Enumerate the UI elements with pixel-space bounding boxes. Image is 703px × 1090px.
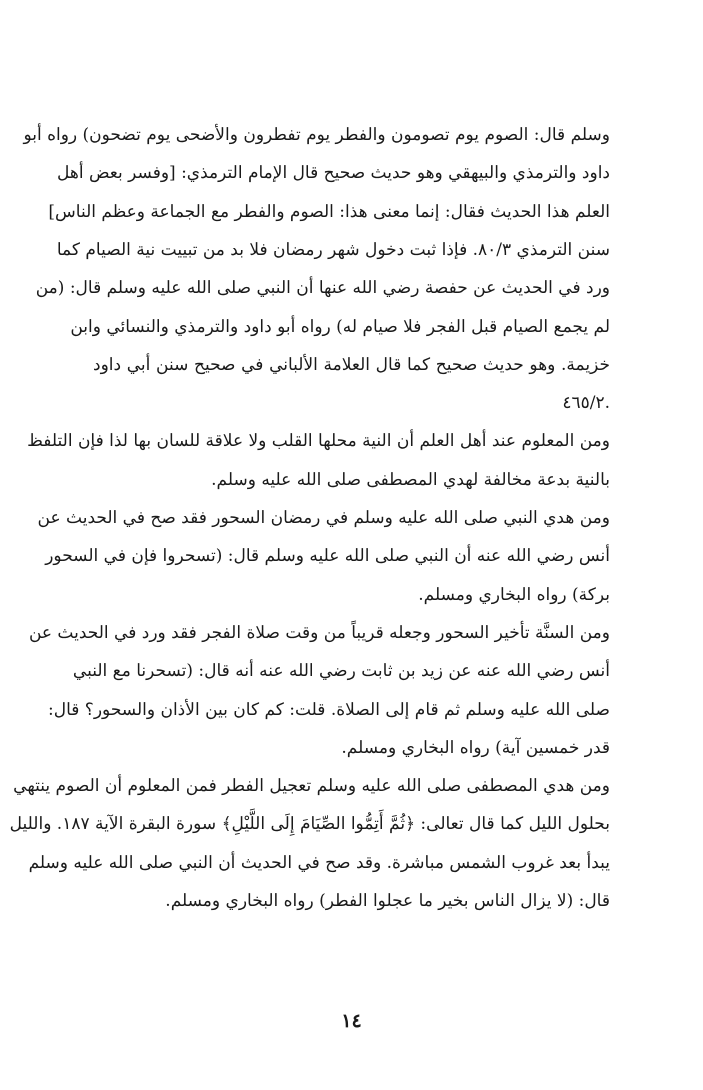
text-line: ورد في الحديث عن حفصة رضي الله عنها أن النبي صلى الله عليه وسلم قال: (من [35, 278, 610, 299]
text-line: بحلول الليل كما قال تعالى: ﴿ثُمَّ أَتِمُّوا الصِّيَامَ إِلَى اللَّيْلِ﴾ سورة البقرة الآية ١٨٧. والليل [9, 814, 610, 835]
text-line: العلم هذا الحديث فقال: إنما معنى هذا: الصوم والفطر مع الجماعة وعظم الناس] [48, 201, 610, 222]
text-line: يبدأ بعد غروب الشمس مباشرة. وقد صح في الحديث أن النبي صلى الله عليه وسلم [28, 852, 610, 873]
text-line: ٤٦٥/٢. [562, 393, 610, 414]
text-line: بالنية بدعة مخالفة لهدي المصطفى صلى الله عليه وسلم. [211, 469, 610, 490]
text-line: لم يجمع الصيام قبل الفجر فلا صيام له) رواه أبو داود والترمذي والنسائي وابن [70, 316, 610, 337]
text-line: أنس رضي الله عنه عن زيد بن ثابت رضي الله عنه أنه قال: (تسحرنا مع النبي [72, 661, 610, 682]
text-line: ومن السنَّة تأخير السحور وجعله قريباً من وقت صلاة الفجر فقد ورد في الحديث عن [28, 622, 610, 643]
text-line: خزيمة. وهو حديث صحيح كما قال العلامة الألباني في صحيح سنن أبي داود [93, 354, 610, 375]
text-line: بركة) رواه البخاري ومسلم. [418, 584, 610, 605]
page-number: ١٤ [341, 1010, 362, 1032]
text-line: سنن الترمذي ٨٠/٣. فإذا ثبت دخول شهر رمضان فلا بد من تبييت نية الصيام كما [56, 239, 610, 260]
text-line: داود والترمذي والبيهقي وهو حديث صحيح قال الإمام الترمذي: [وفسر بعض أهل [57, 163, 610, 184]
text-line: صلى الله عليه وسلم ثم قام إلى الصلاة. قلت: كم كان بين الأذان والسحور؟ قال: [48, 699, 610, 720]
text-line: قال: (لا يزال الناس بخير ما عجلوا الفطر) رواه البخاري ومسلم. [165, 891, 610, 911]
text-line: قدر خمسين آية) رواه البخاري ومسلم. [341, 737, 610, 758]
text-line: ومن هدي المصطفى صلى الله عليه وسلم تعجيل الفطر فمن المعلوم أن الصوم ينتهي [13, 776, 610, 797]
text-line: ومن هدي النبي صلى الله عليه وسلم في رمضان السحور فقد صح في الحديث عن [37, 508, 610, 528]
text-line: وسلم قال: الصوم يوم تصومون والفطر يوم تفطرون والأضحى يوم تضحون) رواه أبو [23, 125, 610, 145]
text-line: أنس رضي الله عنه أن النبي صلى الله عليه وسلم قال: (تسحروا فإن في السحور [45, 546, 610, 567]
text-line: ومن المعلوم عند أهل العلم أن النية محلها القلب ولا علاقة للسان بها لذا فإن التلفظ [27, 431, 610, 452]
